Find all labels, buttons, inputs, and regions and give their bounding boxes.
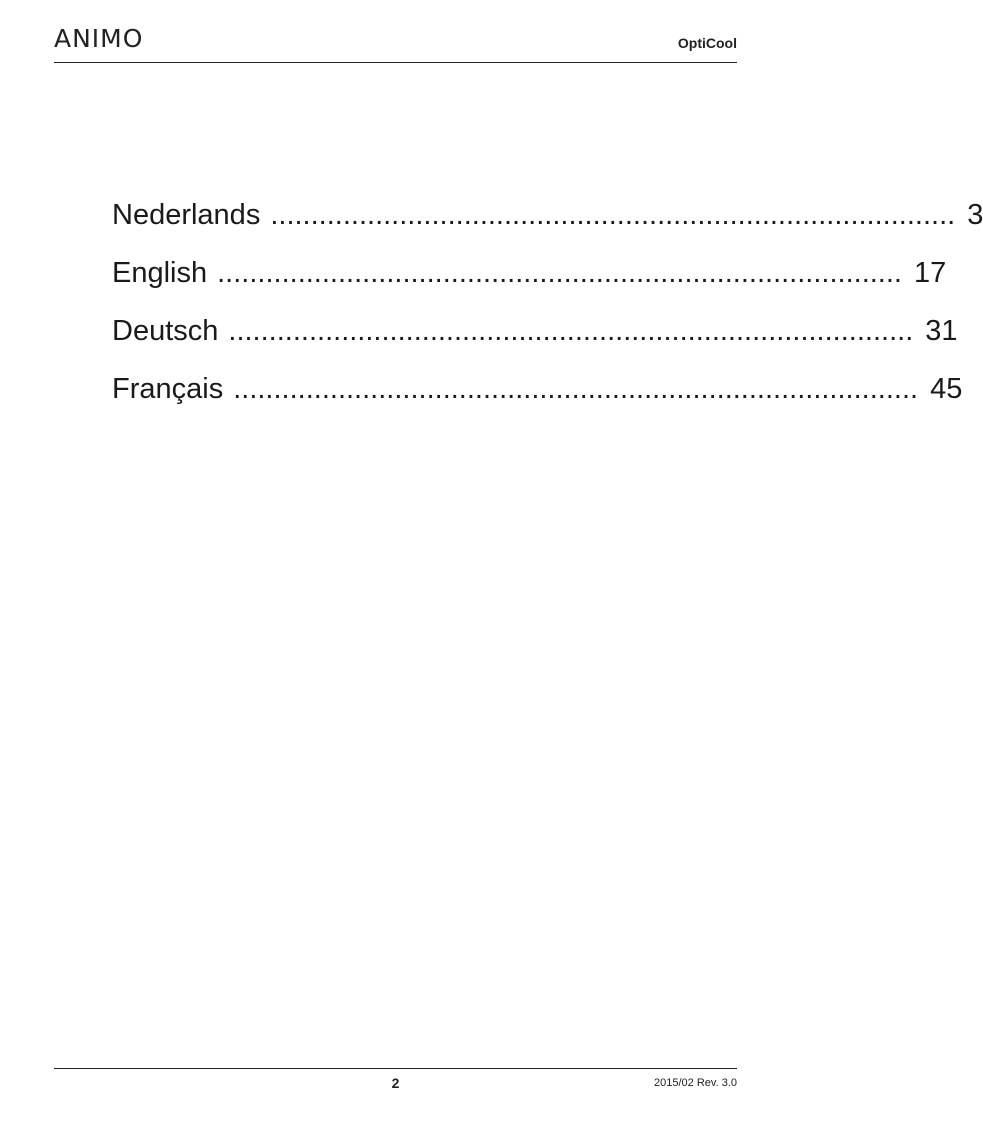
page-header bbox=[54, 22, 737, 63]
page-footer bbox=[54, 1068, 737, 1099]
toc-entry-page: 45 bbox=[930, 373, 963, 405]
toc-entry-label: Français bbox=[112, 373, 224, 405]
toc-entry-page: 31 bbox=[925, 315, 958, 347]
revision-label: 2015/02 Rev. 3.0 bbox=[654, 1077, 737, 1089]
toc-leader-dots: ..................................................................................... bbox=[228, 315, 914, 347]
toc-leader-dots: ..................................................................................... bbox=[270, 199, 956, 231]
animo-logo: ANIMO bbox=[54, 24, 144, 53]
table-of-contents bbox=[112, 195, 983, 427]
toc-leader-dots: ..................................................................................... bbox=[217, 257, 902, 289]
toc-leader-dots: ..................................................................................... bbox=[233, 373, 919, 405]
toc-entry-nederlands[interactable] bbox=[112, 195, 983, 253]
toc-entry-english[interactable] bbox=[112, 253, 947, 311]
toc-entry-page: 3 bbox=[967, 199, 983, 231]
toc-entry-francais[interactable] bbox=[112, 369, 963, 427]
toc-entry-label: English bbox=[112, 257, 208, 289]
toc-entry-deutsch[interactable] bbox=[112, 311, 958, 369]
toc-entry-page: 17 bbox=[913, 257, 947, 289]
toc-entry-label: Deutsch bbox=[112, 315, 219, 347]
product-name: OptiCool bbox=[677, 35, 737, 51]
page-number: 2 bbox=[391, 1075, 400, 1091]
toc-entry-label: Nederlands bbox=[112, 199, 261, 231]
